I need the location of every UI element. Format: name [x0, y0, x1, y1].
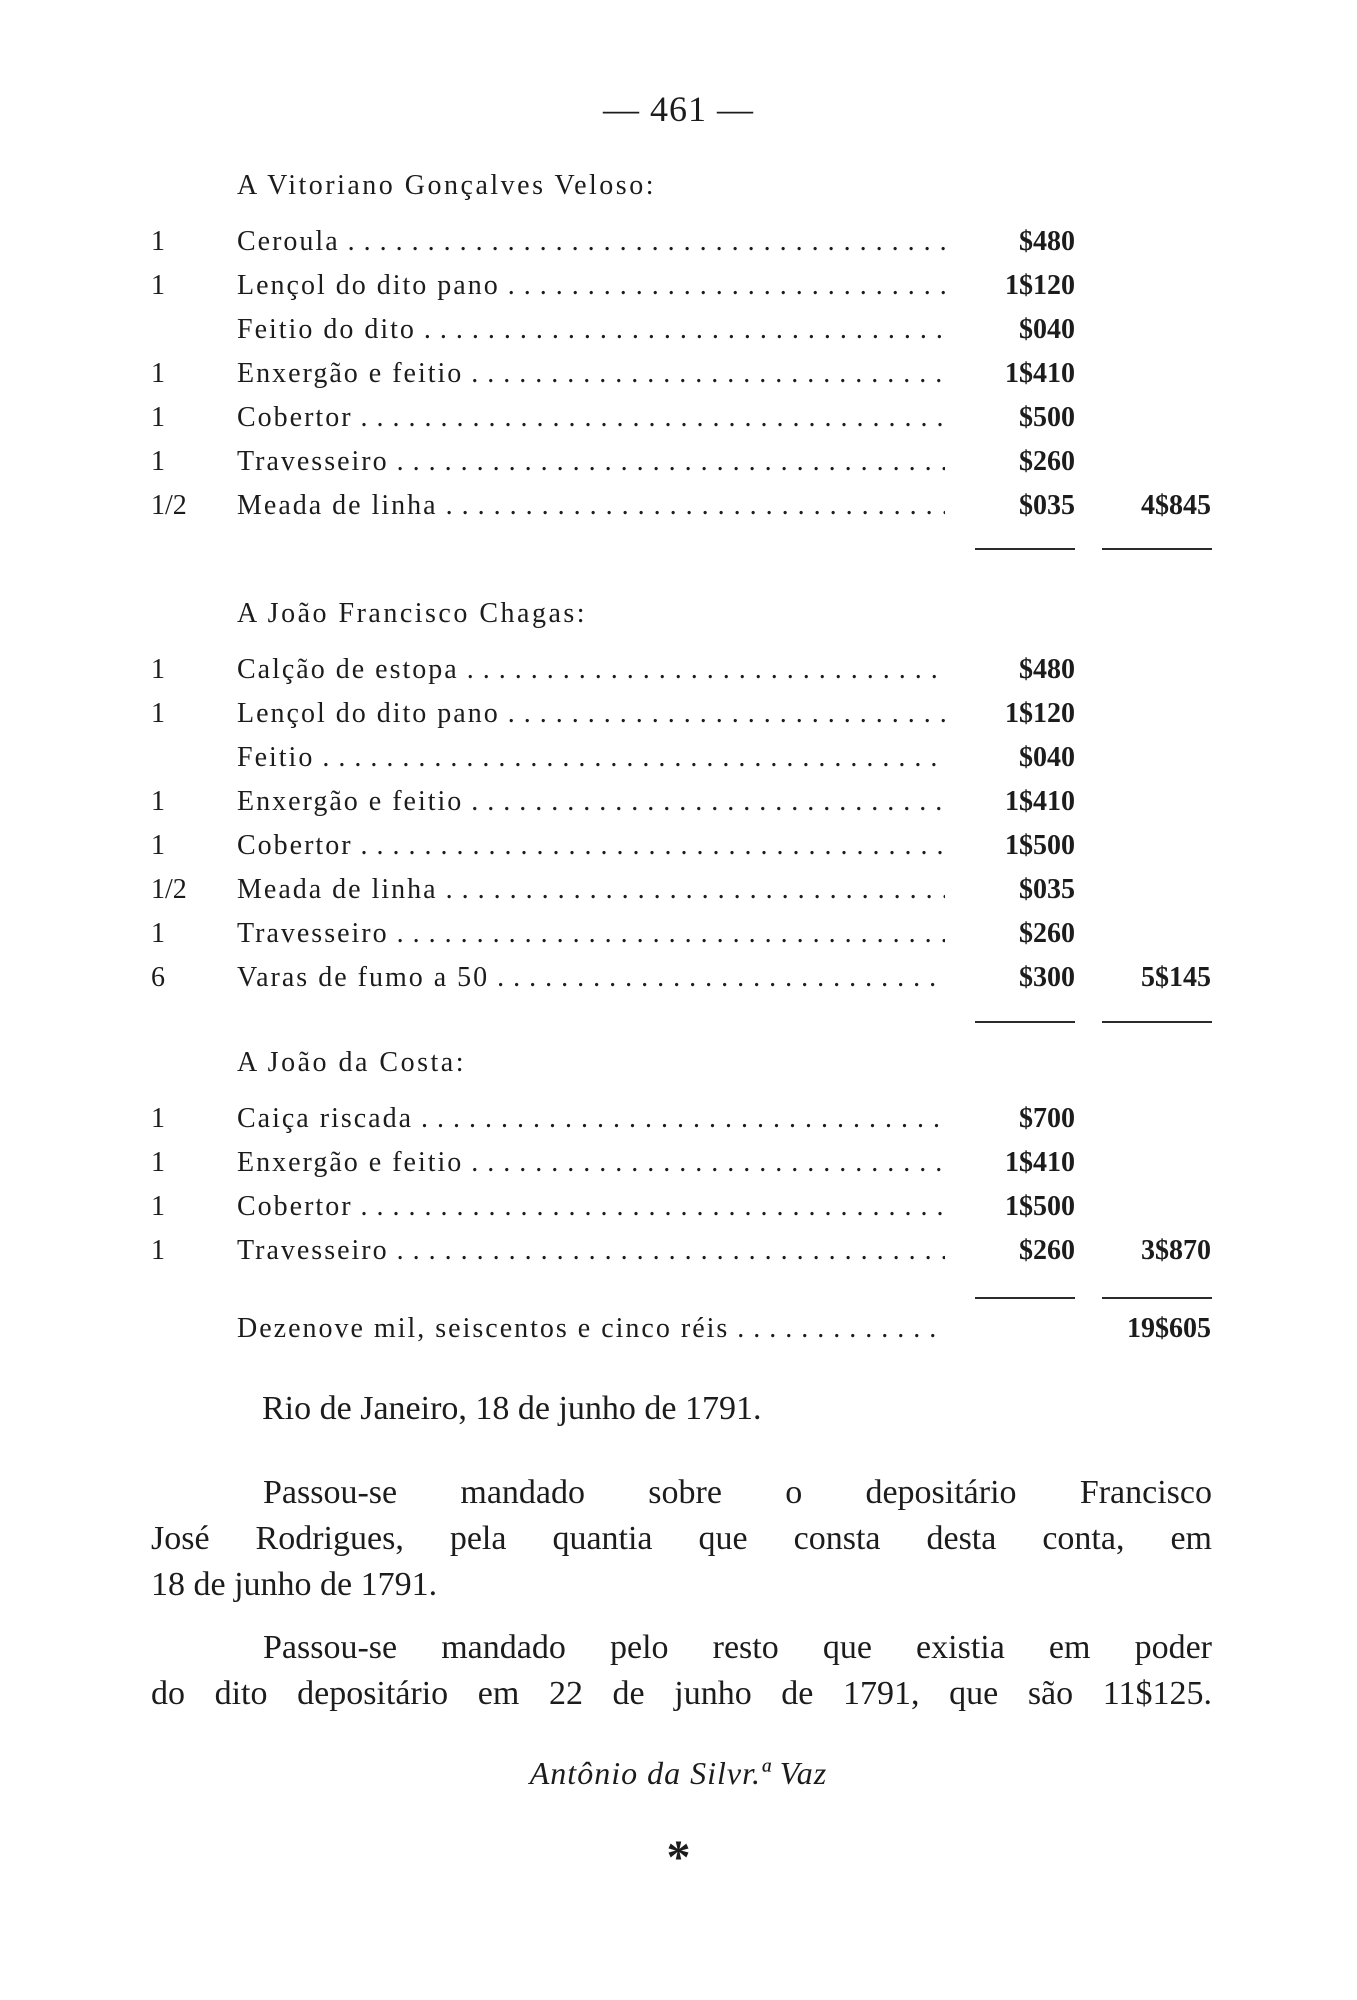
subtotal-rule [975, 1021, 1075, 1023]
item-quantity: 1 [151, 358, 165, 389]
line-item-row [0, 830, 1357, 874]
item-description: Feitio . . . [237, 742, 945, 774]
item-quantity: 1 [151, 1235, 165, 1266]
line-item-row [0, 874, 1357, 918]
item-description: Meada de linha . . . [237, 490, 945, 522]
item-price: 1$410 [1005, 1147, 1075, 1178]
item-quantity: 1 [151, 446, 165, 477]
item-quantity: 1/2 [151, 490, 187, 521]
item-description: Ceroula . . . [237, 226, 945, 258]
section-total: 5$145 [1141, 962, 1211, 993]
line-item-row [0, 742, 1357, 786]
item-quantity: 1 [151, 226, 165, 257]
item-quantity: 1 [151, 1191, 165, 1222]
item-quantity: 1 [151, 654, 165, 685]
line-item-row [0, 270, 1357, 314]
signature: Antônio da Silvr.ª Vaz [529, 1755, 828, 1791]
item-quantity: 1 [151, 270, 165, 301]
item-quantity: 6 [151, 962, 165, 993]
section-total: 4$845 [1141, 490, 1211, 521]
item-price: 1$500 [1005, 1191, 1075, 1222]
item-price: 1$410 [1005, 786, 1075, 817]
item-price: 1$120 [1005, 270, 1075, 301]
total-rule [1102, 548, 1212, 550]
line-item-row [0, 918, 1357, 962]
grand-total-value: 19$605 [1127, 1313, 1211, 1344]
item-description: Feitio do dito . . . [237, 314, 945, 346]
item-price: $260 [1019, 446, 1075, 477]
item-price: $480 [1019, 226, 1075, 257]
total-rule [1102, 1297, 1212, 1299]
line-item-row [0, 654, 1357, 698]
line-item-row [0, 786, 1357, 830]
item-price: $260 [1019, 1235, 1075, 1266]
date-line: Rio de Janeiro, 18 de junho de 1791. [262, 1390, 762, 1427]
grand-total-label: Dezenove mil, seiscentos e cinco réis . . . [237, 1313, 937, 1345]
paragraph-line: José Rodrigues, pela quantia que consta desta conta, em [151, 1520, 1212, 1557]
item-quantity: 1 [151, 830, 165, 861]
item-price: 1$410 [1005, 358, 1075, 389]
line-item-row [0, 1103, 1357, 1147]
item-quantity: 1 [151, 402, 165, 433]
paragraph-line: Passou-se mandado sobre o depositário Francisco [263, 1474, 1212, 1511]
page-number: — 461 — [603, 89, 754, 129]
line-item-row [0, 402, 1357, 446]
item-price: 1$120 [1005, 698, 1075, 729]
item-price: 1$500 [1005, 830, 1075, 861]
item-description: Enxergão e feitio . . . [237, 1147, 945, 1179]
item-quantity: 1 [151, 698, 165, 729]
item-price: $500 [1019, 402, 1075, 433]
line-item-row [0, 490, 1357, 534]
item-description: Enxergão e feitio . . . [237, 358, 945, 390]
subtotal-rule [975, 548, 1075, 550]
line-item-row [0, 1191, 1357, 1235]
item-quantity: 1 [151, 1147, 165, 1178]
line-item-row [0, 698, 1357, 742]
item-description: Cobertor . . . [237, 1191, 945, 1223]
item-quantity: 1 [151, 1103, 165, 1134]
item-description: Travesseiro . . . [237, 446, 945, 478]
section-total: 3$870 [1141, 1235, 1211, 1266]
item-description: Meada de linha . . . [237, 874, 945, 906]
item-description: Enxergão e feitio . . . [237, 786, 945, 818]
section-heading: A Vitoriano Gonçalves Veloso: [237, 170, 656, 201]
item-description: Calção de estopa . . . [237, 654, 945, 686]
line-item-row [0, 314, 1357, 358]
item-quantity: 1 [151, 918, 165, 949]
item-description: Cobertor . . . [237, 830, 945, 862]
section-heading: A João Francisco Chagas: [237, 598, 588, 629]
end-mark: * [666, 1831, 691, 1884]
item-price: $480 [1019, 654, 1075, 685]
paragraph-line: 18 de junho de 1791. [151, 1566, 438, 1603]
item-description: Travesseiro . . . [237, 918, 945, 950]
paragraph-line: Passou-se mandado pelo resto que existia em poder [263, 1629, 1212, 1666]
item-price: $035 [1019, 490, 1075, 521]
paragraph-line: do dito depositário em 22 de junho de 1791, que são 11$125. [151, 1675, 1212, 1712]
item-description: Travesseiro . . . [237, 1235, 945, 1267]
item-description: Cobertor . . . [237, 402, 945, 434]
line-item-row [0, 1147, 1357, 1191]
line-item-row [0, 1235, 1357, 1279]
total-rule [1102, 1021, 1212, 1023]
item-description: Caiça riscada . . . [237, 1103, 945, 1135]
item-description: Lençol do dito pano . . . [237, 698, 945, 730]
paragraph-2 [151, 1625, 1212, 1717]
item-price: $260 [1019, 918, 1075, 949]
subtotal-rule [975, 1297, 1075, 1299]
item-price: $040 [1019, 314, 1075, 345]
line-item-row [0, 962, 1357, 1006]
line-item-row [0, 446, 1357, 490]
item-quantity: 1/2 [151, 874, 187, 905]
line-item-row [0, 358, 1357, 402]
section-heading: A João da Costa: [237, 1047, 466, 1078]
line-item-row [0, 226, 1357, 270]
item-description: Lençol do dito pano . . . [237, 270, 945, 302]
grand-total-row [0, 1313, 1357, 1357]
item-price: $700 [1019, 1103, 1075, 1134]
item-quantity: 1 [151, 786, 165, 817]
item-price: $035 [1019, 874, 1075, 905]
item-price: $300 [1019, 962, 1075, 993]
paragraph-1 [151, 1470, 1212, 1608]
item-description: Varas de fumo a 50 . . . [237, 962, 945, 994]
item-price: $040 [1019, 742, 1075, 773]
